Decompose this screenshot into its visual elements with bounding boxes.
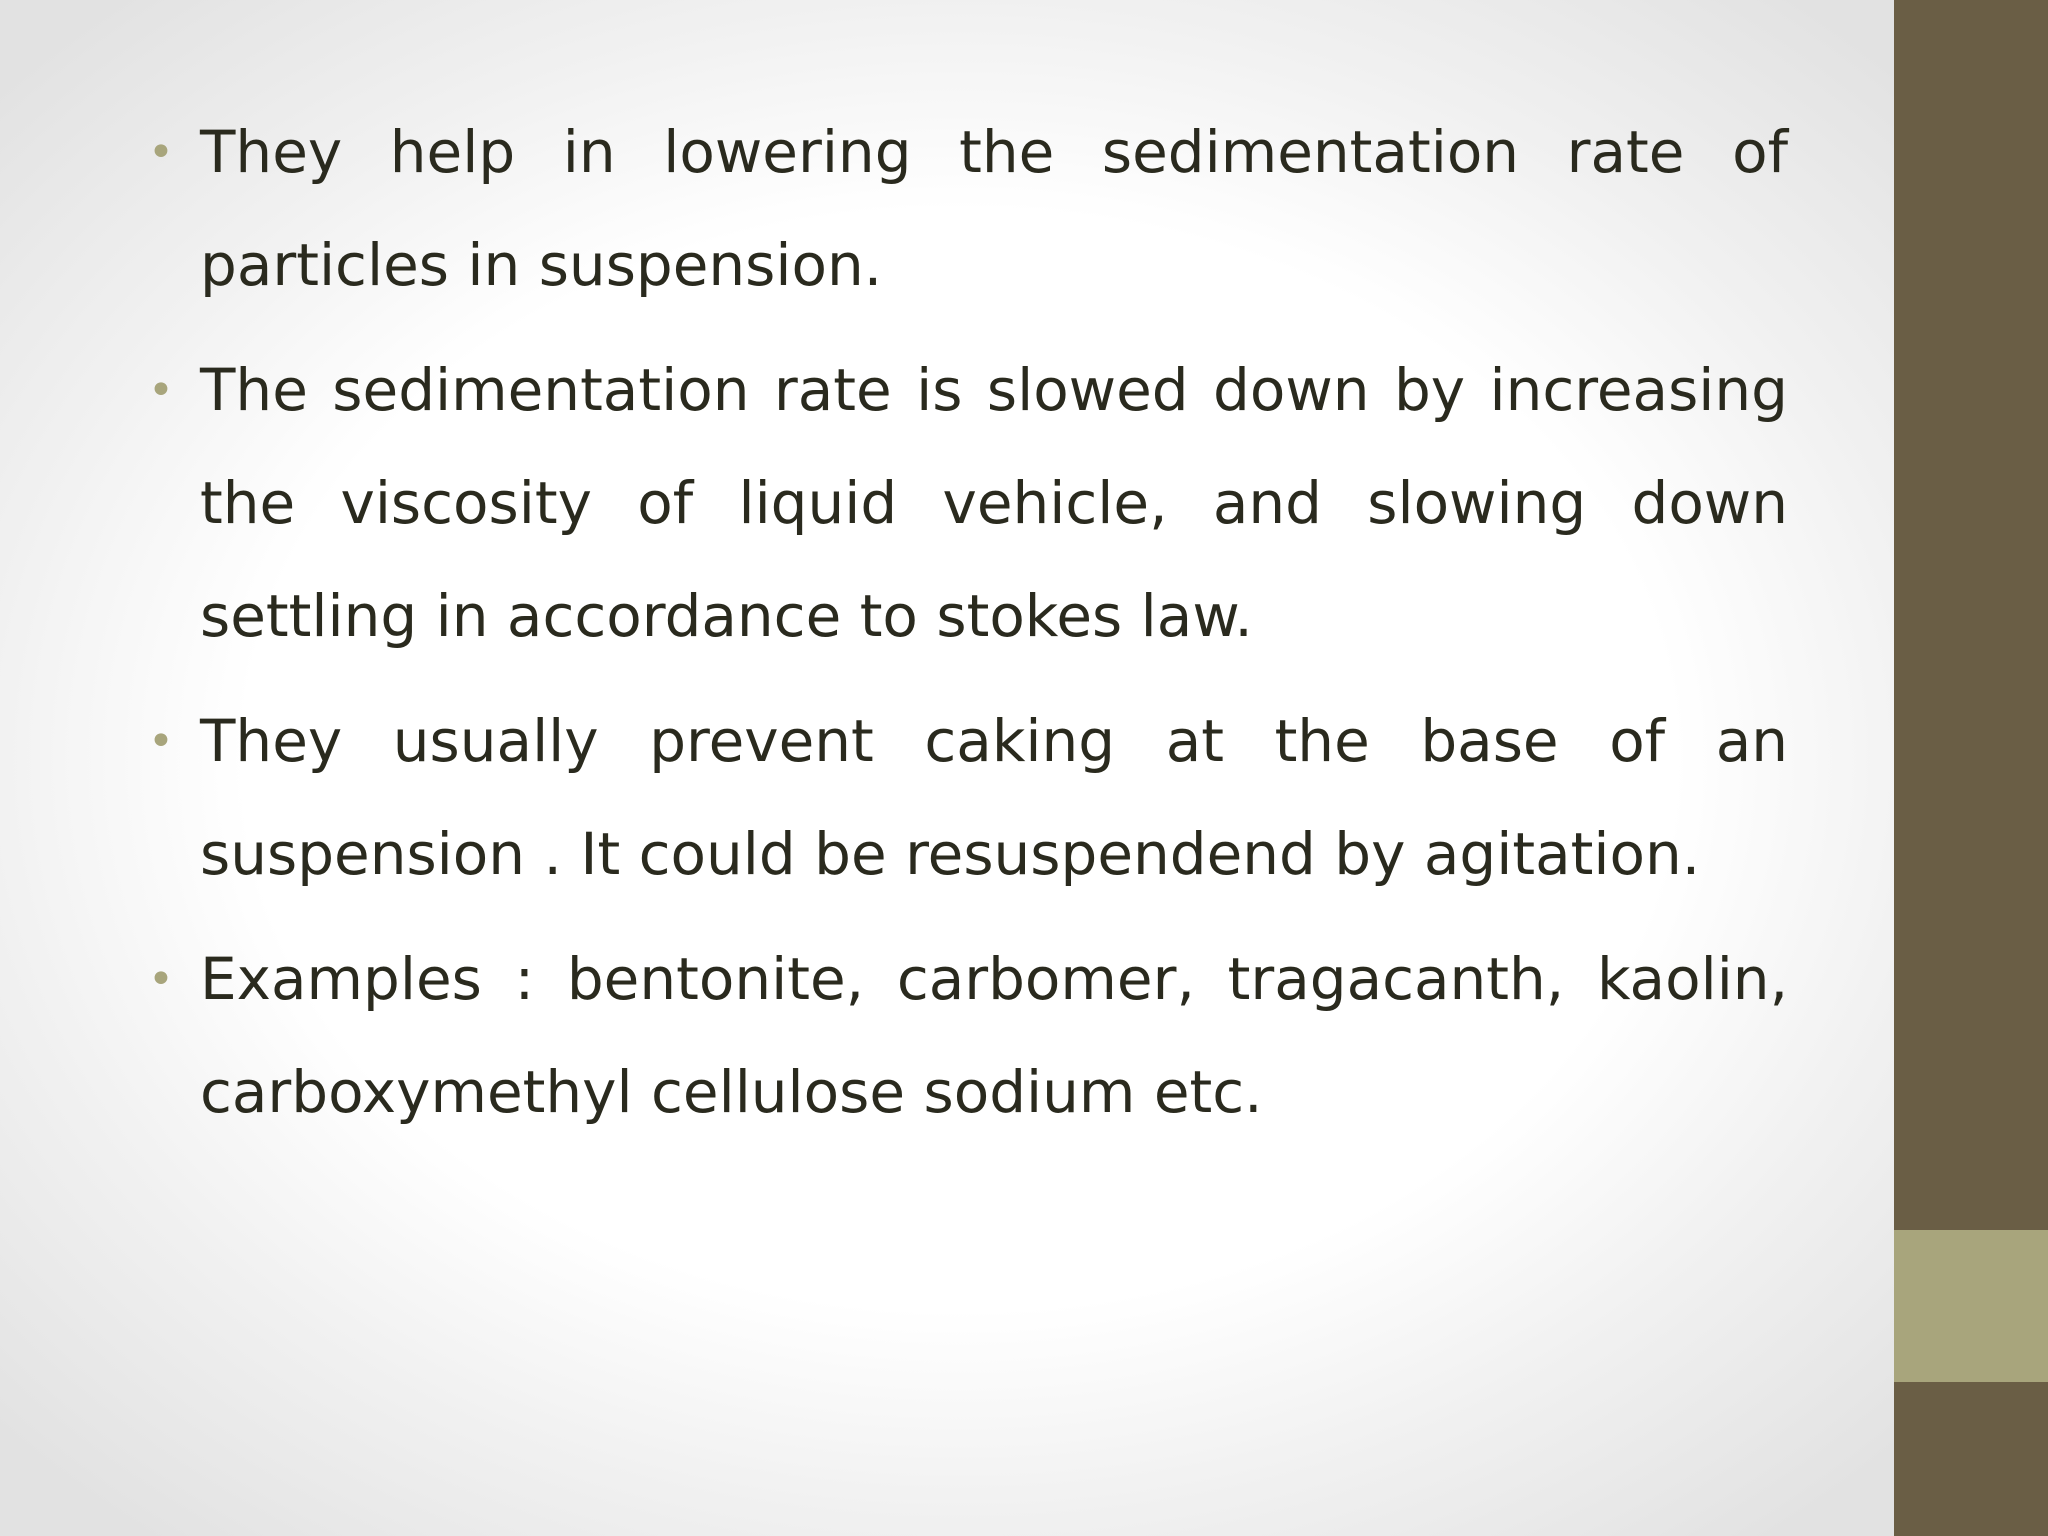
bullet-marker-icon: • xyxy=(148,954,174,1005)
bullet-item-1 xyxy=(148,96,1788,322)
bullet-marker-icon: • xyxy=(148,127,174,178)
bullet-list xyxy=(148,96,1788,1161)
bullet-text: Examples : bentonite, carbomer, tragacanth, kaolin, carboxymethyl cellulose sodium etc. xyxy=(200,945,1788,1126)
bullet-text: The sedimentation rate is slowed down by increasing the viscosity of liquid vehicle, and slowing down settling in accordance to stokes law. xyxy=(200,356,1788,650)
bullet-item-2 xyxy=(148,334,1788,673)
bullet-marker-icon: • xyxy=(148,716,174,767)
bullet-text: They usually prevent caking at the base of an suspension . It could be resuspendend by agitation. xyxy=(200,707,1788,888)
side-accent-block xyxy=(1894,1230,2048,1382)
bullet-marker-icon: • xyxy=(148,365,174,416)
bullet-item-4 xyxy=(148,923,1788,1149)
bullet-text: They help in lowering the sedimentation rate of particles in suspension. xyxy=(200,118,1788,299)
bullet-item-3 xyxy=(148,685,1788,911)
